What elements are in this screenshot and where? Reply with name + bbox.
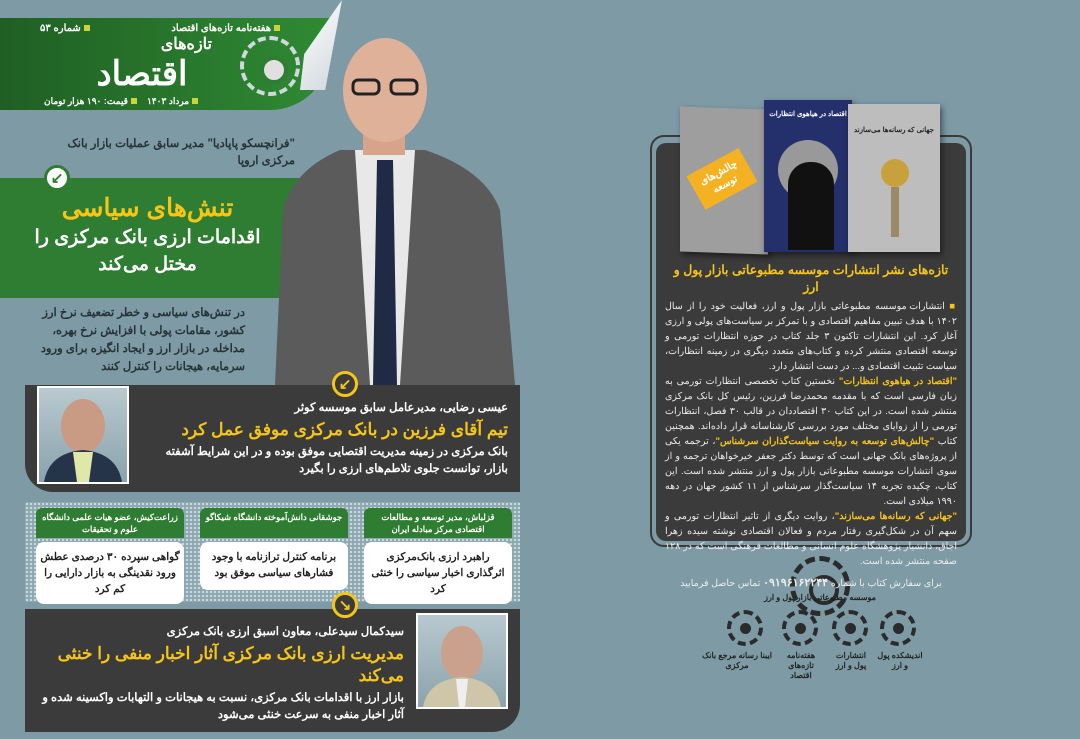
- interview-text-1: [141, 387, 508, 478]
- interview-headline-2: مدیریت ارزی بانک مرکزی آثار اخبار منفی را خنثی می‌کند: [57, 644, 404, 685]
- arrow-down-left-icon: ↙: [44, 165, 70, 191]
- interviewee-name-2: سیدکمال سیدعلی، معاون اسبق ارزی بانک مرکزی: [166, 626, 404, 638]
- books-para-1-text: انتشارات موسسه مطبوعاتی بازار پول و ارز، فعالیت خود را از سال ۱۴۰۲ با هدف تبیین مفاهیم اقتصادی و با تمرکز بر سیاست‌های پولی و ارزی آغاز کرد. این انتشارات تاکنون ۳ جلد کتاب در حوزه انتظارات تورمی و توسعه اقتصادی منتشر کرده و کتاب‌های متعدد دیگری در زمینه انتظارات، سیاست تثبیت اقتصادی و... در دست انتشار دارد.: [665, 301, 957, 372]
- interview-body-1: بانک مرکزی در زمینه مدیریت اقتصایی موفق بوده و در این شرایط آشفته بازار، توانست جلوی تلاطم‌های ارزی را بگیرد: [165, 446, 508, 475]
- newspaper-logo: [42, 36, 242, 94]
- issue-price: [44, 96, 137, 107]
- ibna-logo-icon: [727, 610, 763, 646]
- interview-panel-1: [25, 385, 520, 492]
- masthead-meta: [44, 96, 198, 107]
- books-para-1: [665, 299, 957, 374]
- weekly-logo-icon: [782, 610, 818, 646]
- sub-logo-caption: هفته‌نامه تازه‌های اقتصاد: [786, 651, 816, 680]
- sub-logo-caption: ایبنا رسانه مرجع بانک مرکزی: [702, 651, 772, 670]
- lead-summary: در تنش‌های سیاسی و خطر تضعیف نرخ ارز کشور، مقامات پولی با افزایش نرخ بهره، مداخله در بازار ارز و ایجاد انگیزه برای ورود سرمایه، هیجانات را کنترل کنند: [40, 307, 245, 373]
- masthead-top: [40, 23, 280, 34]
- lead-headline-kicker: تنش‌های سیاسی: [61, 194, 234, 222]
- opinion-cards-strip: [25, 502, 520, 602]
- interviewee-photo-2: [416, 613, 508, 709]
- card-title: برنامه کنترل ترازنامه با وجود فشارهای سیاسی موفق بود: [200, 542, 348, 590]
- books-para-3-text: ، روایت دیگری از تاثیر انتظارات تورمی و سهم آن در شکل‌گیری رفتار مردم و فعالان اقتصادی نوشته سیده زهرا اجاق، دانشیار پژوهشگاه علوم انسانی و مطالعات فرهنگی است که در ۱۲۸ صفحه منتشر شده است.: [665, 511, 957, 567]
- books-para-2: [665, 374, 957, 509]
- lead-person-photo: [245, 20, 520, 385]
- think-tank-logo-icon: [880, 610, 916, 646]
- logo-small: تازه‌های: [160, 36, 212, 53]
- kicker: [171, 23, 280, 34]
- books-para-2a: نخستین کتاب تخصصی انتظارات تورمی به زبان فارسی است که با مقدمه محمدرضا فرزین، رئیس کل بانک مرکزی منتشر شده است. در این کتاب ۳۰ اقتصاددان در قالب ۳۰ فصل، انتظارات تورمی را از زوایای مختلف مورد بررسی کارشناسانه قرار داده‌اند. همچنین کتاب: [665, 376, 958, 447]
- book-cover-2: [764, 100, 852, 252]
- opinion-card: [36, 508, 184, 604]
- order-pre: برای سفارش کتاب با شماره: [830, 578, 942, 589]
- kicker-text: هفته‌نامه تازه‌های اقتصاد: [171, 23, 271, 34]
- book-name-highlight: "جهانی که رسانه‌ها می‌سازند": [834, 511, 957, 522]
- sub-logo-caption: انتشارات پول و ارز: [835, 651, 867, 670]
- books-title: تازه‌های نشر انتشارات موسسه مطبوعاتی بازار پول و ارز: [673, 263, 949, 294]
- card-author: قزلباش، مدیر توسعه و مطالعات اقتصادی مرکز مبادله ایران: [364, 508, 512, 538]
- book-name-highlight: "اقتصاد در هیاهوی انتظارات": [838, 376, 957, 387]
- order-post: تماس حاصل فرمایید: [680, 578, 761, 589]
- publications-logo-icon: [832, 610, 868, 646]
- issue-number: [40, 23, 90, 34]
- interview-body-2: بازار ارز با اقدامات بانک مرکزی، نسبت به هیجانات و التهابات واکسینه شده و آثار اخبار منفی به سرعت خنثی می‌شود: [42, 692, 404, 721]
- order-line: [665, 576, 957, 591]
- order-phone: ۰۹۱۹۶۱۶۲۲۴۴: [763, 577, 829, 589]
- sub-logo-caption: اندیشکده پول و ارز: [877, 651, 923, 670]
- interview-panel-2: [25, 609, 520, 732]
- card-title: گواهی سپرده ۳۰ درصدی عطش ورود نقدینگی به بازار دارایی را کم کرد: [36, 542, 184, 604]
- books-para-3: [665, 509, 957, 569]
- lead-headline-group: [25, 192, 270, 278]
- books-content: [665, 262, 957, 591]
- card-author: جوشقانی دانش‌آموخته دانشگاه شیکاگو: [200, 508, 348, 538]
- issue-text: شماره ۵۳: [40, 23, 81, 34]
- books-para-2b: ، ترجمه یکی از پروژه‌های بانک جهانی است که توسط دکتر جعفر خیرخواهان ترجمه و از سوی انتشارات موسسه مطبوعاتی بازار پول و ارز منتشر شده است. این کتاب، چکیده تجربه ۱۴ سیاست‌گذار سرشناس از ۱۱ کشور جهان در دهه ۱۹۹۰ میلادی است.: [665, 436, 957, 507]
- lead-headline: اقدامات ارزی بانک مرکزی را مختل می‌کند: [34, 227, 261, 275]
- book-title-3: جهانی که رسانه‌ها می‌سازند: [854, 127, 934, 134]
- price-text: قیمت: ۱۹۰ هزار تومان: [44, 96, 128, 106]
- opinion-card: [364, 508, 512, 604]
- arrow-down-left-icon: ↙: [332, 371, 358, 397]
- arrow-down-right-icon: ↘: [332, 592, 358, 618]
- interviewee-name-1: عیسی رضایی، مدیرعامل سابق موسسه کوثر: [294, 402, 508, 414]
- bullet-icon: ■: [944, 301, 957, 312]
- book-title-1: چالش‌های توسعه: [687, 148, 758, 210]
- card-author: زراعت‌کیش، عضو هیات علمی دانشگاه علوم و تحقیقات: [36, 508, 184, 538]
- interview-text-2: [37, 611, 404, 724]
- books-body: [665, 299, 957, 569]
- book-cover-3: [848, 104, 940, 252]
- institute-name: موسسه مطبوعاتی بازار پول و ارز: [764, 593, 876, 602]
- opinion-card: [200, 508, 348, 590]
- date-text: مرداد ۱۴۰۳: [146, 96, 190, 106]
- issue-date: [147, 96, 198, 107]
- book-cover-1: [680, 106, 768, 254]
- interviewee-photo-1: [37, 386, 129, 484]
- book-name-highlight: "چالش‌های توسعه به روایت سیاست‌گذاران سرشناس": [715, 436, 935, 447]
- logo-main: اقتصاد: [96, 55, 188, 93]
- card-title: راهبرد ارزی بانک‌مرکزی اثرگذاری اخبار سیاسی را خنثی کرد: [364, 542, 512, 604]
- interview-headline-1: تیم آقای فرزین در بانک مرکزی موفق عمل کرد: [181, 420, 508, 439]
- book-title-2: اقتصاد در هیاهوی انتظارات: [769, 111, 847, 118]
- lead-caption: "فرانچسکو پاپادیا" مدیر سابق عملیات بازار بانک مرکزی اروپا: [67, 138, 295, 167]
